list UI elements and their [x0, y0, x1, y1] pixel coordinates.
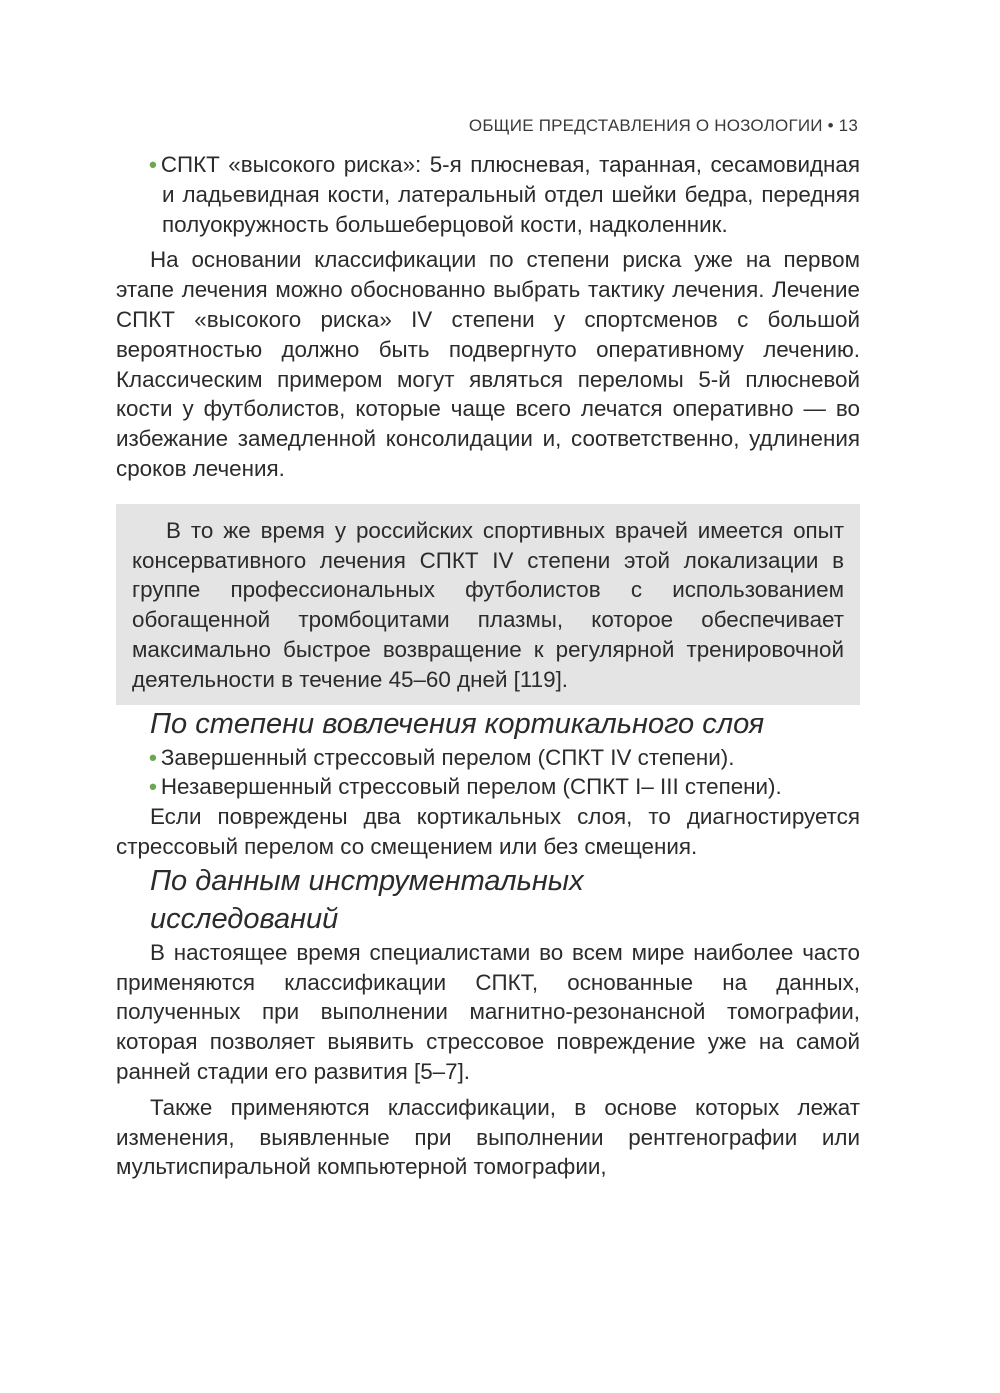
running-header: ОБЩИЕ ПРЕДСТАВЛЕНИЯ О НОЗОЛОГИИ • 13 [468, 116, 858, 135]
bullet-high-risk [116, 150, 860, 239]
section-heading-cortical: По степени вовлечения кортикального слоя [150, 707, 765, 740]
bullet-complete-fracture [116, 743, 860, 773]
section-heading-instrumental-line1: По данным инструментальных [150, 864, 584, 897]
callout-text: В то же время у российских спортивных врачей имеется опыт консервативного лечения СПКТ IV степени этой локализации в группе профессиональных футболистов с использованием обогащенной тромбоцитами плазмы, которое обеспечивает максимально быстрое возвращение к регулярной тренировочной деятельности в течение 45–60 дней [119]. [132, 517, 844, 692]
callout-box [116, 504, 860, 705]
section-heading-instrumental-line2: исследований [150, 902, 339, 935]
bullet-high-risk-text: СПКТ «высокого риска»: 5-я плюсневая, таранная, сесамовидная и ладьевидная кости, латеральный отдел шейки бедра, передняя полуокружность большеберцовой кости, надколенник. [160, 152, 860, 237]
bullet-incomplete-fracture-text: Незавершенный стрессовый перелом (СПКТ I– III степени). [160, 774, 782, 800]
bullet-complete-fracture-text: Завершенный стрессовый перелом (СПКТ IV степени). [160, 744, 735, 770]
page-body [116, 150, 860, 1182]
paragraph-risk-treatment: На основании классификации по степени риска уже на первом этапе лечения можно обоснованно выбрать тактику лечения. Лечение СПКТ «высокого риска» IV степени у спортсменов с большой вероятностью должно быть подвергнуто оперативному лечению. Классическим примером могут являться переломы 5-й плюсневой кости у футболистов, которые чаще всего лечатся оперативно — во избежание замедленной консолидации и, соответственно, удлинения сроков лечения. [116, 247, 860, 481]
bullet-dot-icon: • [149, 774, 157, 800]
section-heading-instrumental [116, 862, 860, 938]
paragraph-cortical-diagnosis: Если повреждены два кортикальных слоя, то диагностируется стрессовый перелом со смещением или без смещения. [116, 804, 860, 859]
bullet-dot-icon: • [149, 152, 157, 177]
paragraph-xray-ct-classification: Также применяются классификации, в основе которых лежат изменения, выявленные при выполнении рентгенографии или мультиспиральной компьютерной томографии, [116, 1094, 860, 1180]
bullet-dot-icon: • [149, 744, 157, 770]
paragraph-mri-classification: В настоящее время специалистами во всем мире наиболее часто применяются классификации СПКТ, основанные на данных, полученных при выполнении магнитно-резонансной томографии, которая позволяет выявить стрессовое повреждение уже на самой ранней стадии его развития [5–7]. [116, 939, 860, 1084]
bullet-incomplete-fracture [116, 772, 860, 802]
